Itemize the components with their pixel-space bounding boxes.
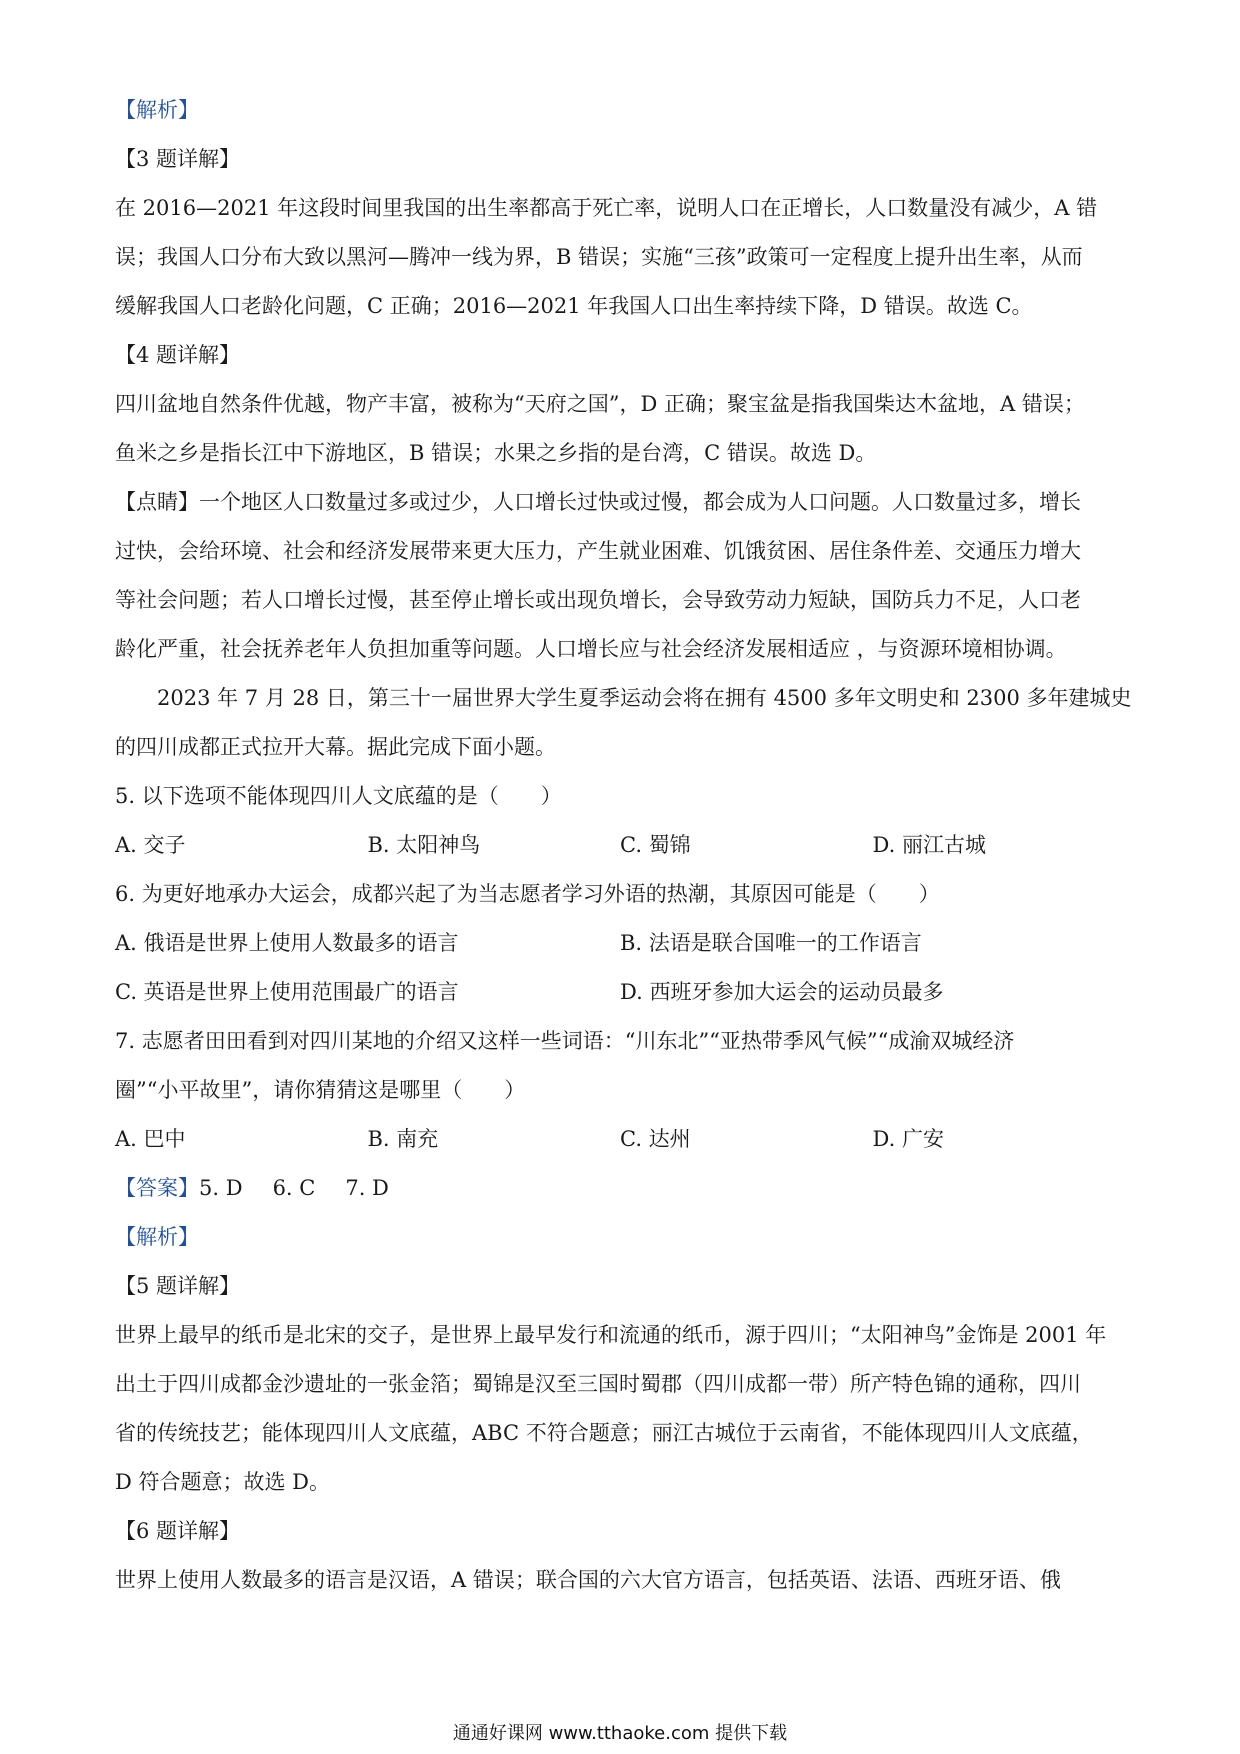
q6-option-d: D. 西班牙参加大运会的运动员最多	[620, 980, 944, 1004]
q6-option-c: C. 英语是世界上使用范围最广的语言	[115, 980, 459, 1004]
q7-option-a: A. 巴中	[115, 1127, 186, 1151]
intro-paragraph-line: 2023 年 7 月 28 日，第三十一届世界大学生夏季运动会将在拥有 4500 多年文明史和 2300 多年建城史	[157, 686, 1132, 710]
q7-option-b: B. 南充	[367, 1127, 439, 1151]
q6-detail-line: 世界上使用人数最多的语言是汉语，A 错误；联合国的六大官方语言，包括英语、法语、西班牙语、俄	[115, 1568, 1061, 1592]
q6-option-b: B. 法语是联合国唯一的工作语言	[620, 931, 922, 955]
q7-stem: 圈”“小平故里”，请你猜猜这是哪里（ ）	[115, 1078, 526, 1102]
q7-stem: 7. 志愿者田田看到对四川某地的介绍又这样一些词语：“川东北”“亚热带季风气候”“成渝双城经济	[115, 1029, 1015, 1053]
answer-item: 6. C	[272, 1176, 316, 1200]
q6-options-row	[115, 978, 1125, 1006]
q5-detail-line: D 符合题意；故选 D。	[115, 1470, 331, 1494]
q5-option-b: B. 太阳神鸟	[367, 833, 481, 857]
dianjing-tag: 【点睛】	[115, 490, 199, 514]
q5-detail-line: 世界上最早的纸币是北宋的交子，是世界上最早发行和流通的纸币，源于四川；“太阳神鸟”金饰是 2001 年	[115, 1323, 1107, 1347]
q5-option-c: C. 蜀锦	[620, 833, 691, 857]
q6-detail-heading: 【6 题详解】	[115, 1519, 241, 1543]
footer-site: 通通好课网	[452, 1723, 543, 1744]
intro-paragraph-line: 的四川成都正式拉开大幕。据此完成下面小题。	[115, 735, 556, 759]
analysis-heading: 【解析】	[115, 1225, 199, 1249]
q5-detail-heading: 【5 题详解】	[115, 1274, 241, 1298]
q6-options-row	[115, 929, 1125, 957]
q5-option-d: D. 丽江古城	[872, 833, 986, 857]
q5-option-a: A. 交子	[115, 833, 186, 857]
dianjing-text: 一个地区人口数量过多或过少，人口增长过快或过慢，都会成为人口问题。人口数量过多，增长	[199, 490, 1081, 514]
q4-detail-line: 四川盆地自然条件优越，物产丰富，被称为“天府之国”，D 正确；聚宝盆是指我国柴达木盆地，A 错误；	[115, 392, 1085, 416]
footer-suffix: 提供下载	[715, 1723, 788, 1744]
q4-detail-line: 鱼米之乡是指长江中下游地区，B 错误；水果之乡指的是台湾，C 错误。故选 D。	[115, 441, 877, 465]
q6-stem: 6. 为更好地承办大运会，成都兴起了为当志愿者学习外语的热潮，其原因可能是（ ）	[115, 882, 940, 906]
q5-stem: 5. 以下选项不能体现四川人文底蕴的是（ ）	[115, 784, 562, 808]
q6-option-a: A. 俄语是世界上使用人数最多的语言	[115, 931, 459, 955]
answer-line	[115, 1174, 1125, 1202]
answer-item: 7. D	[345, 1176, 389, 1200]
dianjing-line: 龄化严重，社会抚养老年人负担加重等问题。人口增长应与社会经济发展相适应 ，与资源环境相协调。	[115, 637, 1067, 661]
page-footer	[0, 1722, 1240, 1746]
q5-options	[115, 831, 1125, 859]
answer-item: 5. D	[199, 1176, 243, 1200]
dianjing-line: 等社会问题；若人口增长过慢，甚至停止增长或出现负增长，会导致劳动力短缺，国防兵力不足，人口老	[115, 588, 1081, 612]
q3-detail-line: 在 2016—2021 年这段时间里我国的出生率都高于死亡率，说明人口在正增长，人口数量没有减少，A 错	[115, 196, 1098, 220]
analysis-heading: 【解析】	[115, 98, 199, 122]
answer-tag: 【答案】	[115, 1176, 199, 1200]
q4-detail-heading: 【4 题详解】	[115, 343, 241, 367]
dianjing-line: 过快，会给环境、社会和经济发展带来更大压力，产生就业困难、饥饿贫困、居住条件差、交通压力增大	[115, 539, 1081, 563]
document-page	[115, 96, 1132, 1615]
footer-url[interactable]: www.tthaoke.com	[548, 1723, 710, 1744]
q7-option-d: D. 广安	[872, 1127, 944, 1151]
q3-detail-line: 缓解我国人口老龄化问题，C 正确；2016—2021 年我国人口出生率持续下降，D 错误。故选 C。	[115, 294, 1033, 318]
q7-options	[115, 1125, 1125, 1153]
q5-detail-line: 省的传统技艺；能体现四川人文底蕴，ABC 不符合题意；丽江古城位于云南省，不能体现四川人文底蕴，	[115, 1421, 1093, 1445]
q3-detail-heading: 【3 题详解】	[115, 147, 241, 171]
q3-detail-line: 误；我国人口分布大致以黑河—腾冲一线为界，B 错误；实施“三孩”政策可一定程度上提升出生率，从而	[115, 245, 1083, 269]
dianjing-line	[115, 488, 1125, 516]
q7-option-c: C. 达州	[620, 1127, 691, 1151]
q5-detail-line: 出土于四川成都金沙遗址的一张金箔；蜀锦是汉至三国时蜀郡（四川成都一带）所产特色锦的通称，四川	[115, 1372, 1081, 1396]
